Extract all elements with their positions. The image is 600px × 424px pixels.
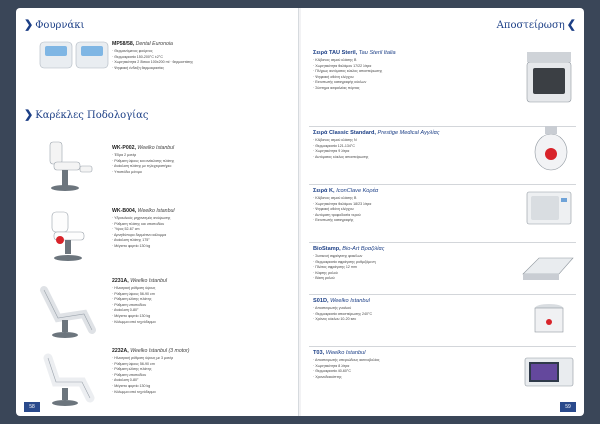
chair-2231a-image	[38, 284, 98, 340]
right-page	[301, 8, 584, 416]
divider	[309, 184, 576, 185]
section-title-chairs: ❯ Καρέκλες Ποδολογίας	[24, 108, 149, 121]
product-wk-b004: WK-B004, Weelko Istanbul · Υδραυλικός μηχανισμός ανύψωσης · Ρύθμιση πλάτης και υποποδίου · Ύψος 52-67 cm · Αρνηθύπορο δερμάτινο κάλυμμα · Ανάκλιση πλάτης 175° · Μέγιστο φορτίο 130 kg	[112, 208, 175, 248]
oven-image	[38, 38, 110, 72]
autoclave-classic-image	[531, 124, 571, 174]
chair-wk-p002-image	[44, 136, 96, 194]
chair-2232a-image	[38, 352, 98, 408]
chair-wk-b004-image	[46, 208, 98, 266]
product-series-k: Σειρά K, IconClave Κορέα · Κλίβανος ατμού κλάσης B · Χωρητικότητα θαλάμου 18/23 λίτρα · Ψηφιακή οθόνη ελέγχου · Αυτόματη τροφοδοσία νερού · Εκτυπωτής καταγραφής	[313, 188, 379, 223]
product-mp58: MP58/58, Dental Euronoia · Θερμανόμενος φούρνος · Θερμοκρασία 150-200°C ±2°C · Χωρητικότητα 2 δίσκοι 100x200 ml · θερμοστάτης · Ψηφιακή ένδειξη θερμοκρασίας	[112, 41, 194, 70]
uv-sterilizer-image	[521, 354, 577, 390]
product-t03: T03, Weelko Istanbul · Αποστειρωτής υπεριώδους ακτινοβολίας · Χωρητικότητα 8 λίτρα · Θερμοκρασία 40-60°C · Χρονοδιακόπτης	[313, 350, 380, 379]
chevron-right-icon: ❯	[24, 18, 34, 31]
product-s01d: S01D, Weelko Istanbul · Αποστειρωτής γυαλιού · Θερμοκρασία αποστείρωσης 240°C · Χρόνος κύκλου 10-20 sec	[313, 298, 373, 322]
product-classic-standard: Σειρά Classic Standard, Prestige Medical Αγγλίας · Κλίβανος ατμού κλάσης N · Θερμοκρασία 121-134°C · Χωρητικότητα 9 λίτρα · Αυτόματος κύκλος αποστείρωσης	[313, 130, 440, 159]
section-title-oven: ❯ Φουρνάκι	[24, 18, 85, 31]
divider	[309, 294, 576, 295]
glass-bead-sterilizer-image	[529, 300, 569, 338]
product-2232a: 2232A, Weelko Istanbul (3 motor) · Ηλεκτρική ρύθμιση ύψους με 3 μοτέρ · Ρύθμιση ύψους 56-90 cm · Ρύθμιση κλίσης πλάτης · Ρύθμιση υποποδίου · Ανάκλιση 0-80° · Μέγιστο φορτίο 130 kg · Κάλυμμα από τεχνόδερμα	[112, 348, 190, 394]
divider	[309, 346, 576, 347]
product-wk-p002: WK-P002, Weelko Istanbul · Έδρα 2 μοτέρ · Ρύθμιση ύψους και ανάκλισης πλάτης · Ανάκλιση πλάτης με τηλεχειριστήριο · Υποπόδιο μόνιμο	[112, 145, 175, 174]
autoclave-k-image	[523, 188, 575, 228]
chevron-left-icon: ❮	[566, 18, 576, 31]
autoclave-tau-image	[523, 48, 575, 112]
section-title-sterilization: Αποστείρωση ❮	[496, 18, 576, 31]
chevron-right-icon: ❯	[24, 108, 34, 121]
sealer-biostamp-image	[519, 250, 577, 284]
page-number: 59	[560, 402, 576, 412]
product-tau-steril: Σειρά TAU Steril, Tau Steril Italia · Κλίβανος ατμού κλάσης B · Χωρητικότητα θαλάμου 17/22 λίτρα · Πλήρως αυτόματος κύκλος αποστείρωσης · Ψηφιακή οθόνη ελέγχου · Εκτυπωτής καταγραφής κύκλων · Σύστημα ασφαλείας πόρτας	[313, 50, 396, 90]
product-biostamp: BioStamp, Bio-Art Βραζιλίας · Συσκευή σφράγισης φακέλων · Θερμοκρασία σφράγισης ρυθμιζόμενη · Πλάτος σφράγισης 12 mm · Κόφτης ρολού · Βάση ρολού	[313, 246, 385, 281]
divider	[309, 242, 576, 243]
left-page	[16, 8, 299, 416]
product-2231a: 2231A, Weelko Istanbul · Ηλεκτρική ρύθμιση ύψους · Ρύθμιση ύψους 56-90 cm · Ρύθμιση κλίσης πλάτης · Ρύθμιση υποποδίου · Ανάκλιση 0-80° · Μέγιστο φορτίο 130 kg · Κάλυμμα από τεχνόδερμα	[112, 278, 168, 324]
page-number: 58	[24, 402, 40, 412]
